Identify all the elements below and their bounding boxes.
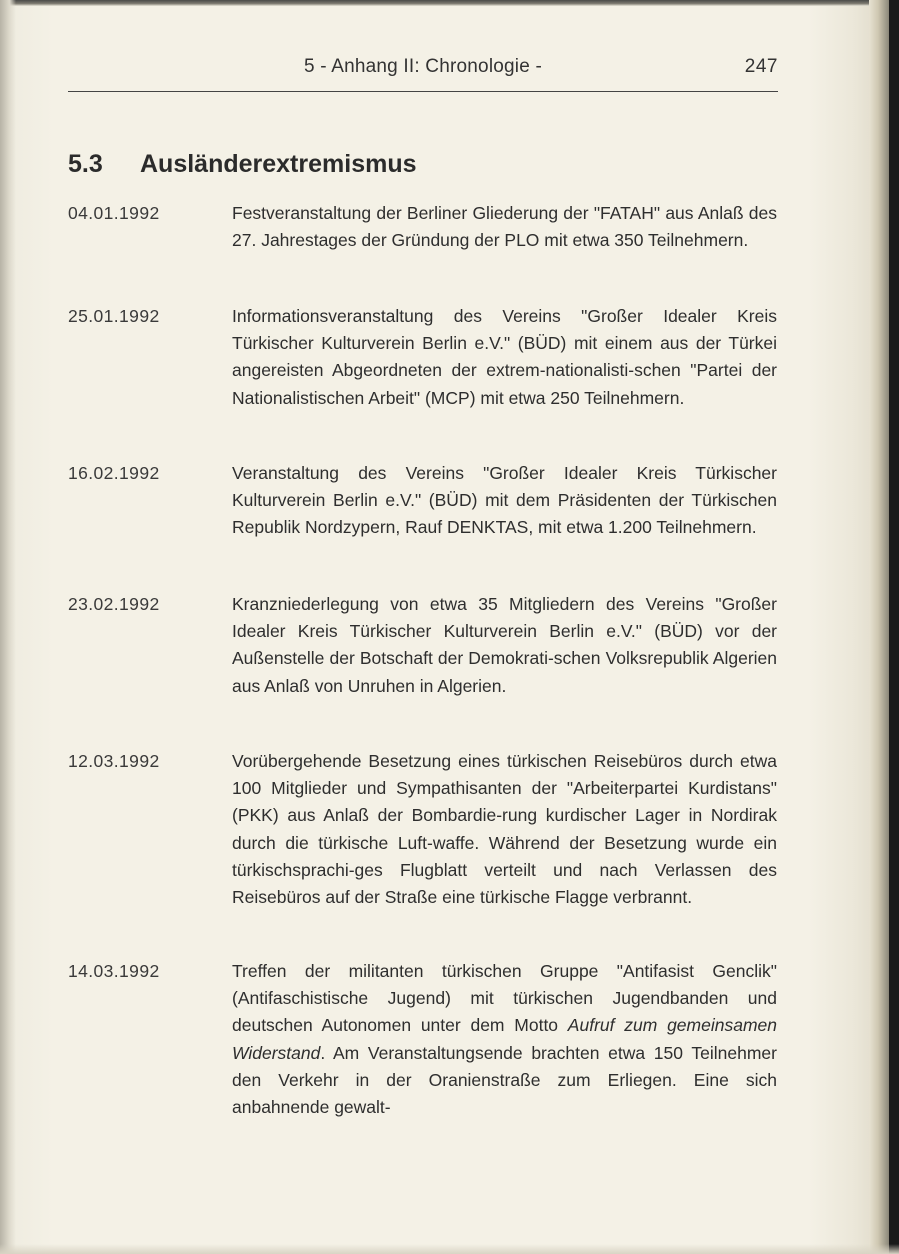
page-bottom-edge [0, 1244, 899, 1254]
section-heading [68, 150, 417, 179]
entry-text: Vorübergehende Besetzung eines türkischen Reisebüros durch etwa 100 Mitglieder und Sympathisanten der "Arbeiterpartei Kurdistans" (PKK) aus Anlaß der Bombardie-rung kurdischer Lager in Nordirak durch die türkische Luft-waffe. Während der Besetzung wurde ein türkischsprachi-ges Flugblatt verteilt und nach Verlassen des Reisebüros auf der Straße eine türkische Flagge verbrannt. [232, 751, 777, 908]
entry-date: 16.02.1992 [68, 463, 160, 483]
entry-date: 23.02.1992 [68, 594, 160, 614]
running-title: 5 - Anhang II: Chronologie - [304, 56, 542, 77]
header-rule [68, 91, 778, 92]
entry-text: Informationsveranstaltung des Vereins "Großer Idealer Kreis Türkischer Kulturverein Berlin e.V." (BÜD) mit einem aus der Türkei angereisten Abgeordneten der extrem-nationalisti-schen "Partei der Nationalistischen Arbeit" (MCP) mit etwa 250 Teilnehmern. [232, 306, 777, 408]
entry-text-part: Treffen der militanten türkischen Gruppe "Antifasist Genclik" (Antifaschistische Jugend) mit türkischen Jugendbanden und deutschen Autonomen unter dem Motto [232, 961, 777, 1036]
entry-text: Kranzniederlegung von etwa 35 Mitgliedern des Vereins "Großer Idealer Kreis Türkischer Kulturverein Berlin e.V." (BÜD) vor der Außenstelle der Botschaft der Demokrati-schen Volksrepublik Algerien aus Anlaß von Unruhen in Algerien. [232, 594, 777, 696]
entry-date: 12.03.1992 [68, 751, 160, 771]
page-left-edge [0, 0, 16, 1254]
section-number: 5.3 [68, 150, 103, 178]
entry-text [232, 958, 777, 1121]
entry-text: Festveranstaltung der Berliner Gliederung der "FATAH" aus Anlaß des 27. Jahrestages der Gründung der PLO mit etwa 350 Teilnehmern. [232, 203, 777, 251]
entry-text: Veranstaltung des Vereins "Großer Idealer Kreis Türkischer Kulturverein Berlin e.V." (BÜD) mit dem Präsidenten der Türkischen Republik Nordzypern, Rauf DENKTAS, mit etwa 1.200 Teilnehmern. [232, 463, 777, 538]
entry-date: 25.01.1992 [68, 306, 160, 326]
section-title: Ausländerextremismus [140, 150, 417, 178]
entry-date: 14.03.1992 [68, 961, 160, 981]
entry-text-part: . Am Veranstaltungsende brachten etwa 150 Teilnehmer den Verkehr in der Oranienstraße zum Erliegen. Eine sich anbahnende gewalt- [232, 1042, 777, 1118]
motto-italic: Aufruf zum gemeinsamen Widerstand [232, 1015, 777, 1063]
running-head [68, 56, 778, 86]
page-number: 247 [744, 56, 778, 77]
page-top-edge [0, 0, 899, 6]
entry-date: 04.01.1992 [68, 203, 160, 223]
spine-shadow [889, 0, 899, 1254]
